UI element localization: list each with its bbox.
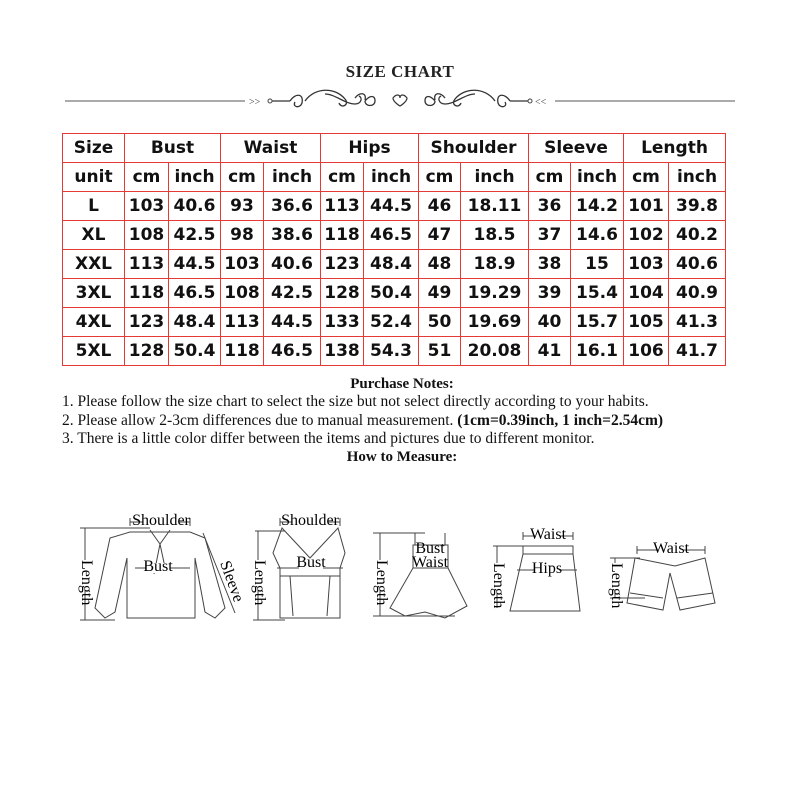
shoulder-label: Shoulder: [132, 512, 190, 529]
table-cell: 15.4: [571, 279, 624, 308]
table-cell: 19.69: [461, 308, 529, 337]
table-cell: 54.3: [364, 337, 419, 366]
table-cell: 36: [529, 192, 571, 221]
unit-cell: cm: [321, 163, 364, 192]
table-cell: 103: [125, 192, 169, 221]
table-cell: 18.11: [461, 192, 529, 221]
table-row: [63, 279, 726, 308]
note-item-2-text: 2. Please allow 2-3cm differences due to manual measurement.: [62, 411, 458, 429]
table-cell: 105: [624, 308, 669, 337]
table-cell: 40.2: [669, 221, 726, 250]
size-cell: XXL: [63, 250, 125, 279]
table-cell: 103: [624, 250, 669, 279]
table-cell: 38: [529, 250, 571, 279]
table-unit-row: [63, 163, 726, 192]
table-cell: 138: [321, 337, 364, 366]
shirt-labels: [78, 512, 247, 605]
unit-cell: inch: [264, 163, 321, 192]
unit-conversion: (1cm=0.39inch, 1 inch=2.54cm): [457, 411, 664, 429]
table-cell: 40.6: [169, 192, 221, 221]
unit-cell: inch: [364, 163, 419, 192]
sleeve-label: Sleeve: [216, 558, 247, 605]
note-item-3: 3. There is a little color differ between the items and pictures due to different monitor.: [62, 429, 595, 447]
table-cell: 108: [221, 279, 264, 308]
unit-cell: cm: [529, 163, 571, 192]
table-row: [63, 250, 726, 279]
unit-cell: unit: [63, 163, 125, 192]
table-cell: 14.2: [571, 192, 624, 221]
header-cell: Sleeve: [529, 134, 624, 163]
table-cell: 102: [624, 221, 669, 250]
unit-cell: inch: [169, 163, 221, 192]
table-cell: 123: [125, 308, 169, 337]
table-cell: 93: [221, 192, 264, 221]
ornamental-divider: [65, 88, 735, 114]
unit-cell: cm: [221, 163, 264, 192]
header-cell: Hips: [321, 134, 419, 163]
table-cell: 44.5: [169, 250, 221, 279]
table-row: [63, 337, 726, 366]
table-row: [63, 221, 726, 250]
table-cell: 48: [419, 250, 461, 279]
table-cell: 40: [529, 308, 571, 337]
size-cell: XL: [63, 221, 125, 250]
size-cell: 4XL: [63, 308, 125, 337]
hips-label: Hips: [531, 560, 563, 577]
length-label: Length: [78, 560, 95, 606]
table-cell: 42.5: [264, 279, 321, 308]
length-label: Length: [251, 560, 268, 606]
table-cell: 40.6: [669, 250, 726, 279]
unit-cell: cm: [419, 163, 461, 192]
table-cell: 42.5: [169, 221, 221, 250]
table-cell: 50.4: [364, 279, 419, 308]
table-header-row: [63, 134, 726, 163]
length-label: Length: [490, 563, 507, 609]
bust-label: Bust: [415, 540, 445, 557]
table-cell: 98: [221, 221, 264, 250]
purchase-notes: [62, 375, 742, 466]
table-cell: 14.6: [571, 221, 624, 250]
table-cell: 52.4: [364, 308, 419, 337]
size-cell: 5XL: [63, 337, 125, 366]
table-cell: 49: [419, 279, 461, 308]
table-cell: 46: [419, 192, 461, 221]
table-cell: 118: [221, 337, 264, 366]
table-cell: 15.7: [571, 308, 624, 337]
table-cell: 118: [321, 221, 364, 250]
table-cell: 41.7: [669, 337, 726, 366]
table-cell: 36.6: [264, 192, 321, 221]
header-cell: Waist: [221, 134, 321, 163]
table-cell: 50: [419, 308, 461, 337]
note-item-2: [62, 412, 742, 430]
unit-cell: inch: [669, 163, 726, 192]
table-cell: 48.4: [364, 250, 419, 279]
waist-label: Waist: [529, 526, 567, 543]
table-cell: 46.5: [169, 279, 221, 308]
table-cell: 18.5: [461, 221, 529, 250]
table-cell: 18.9: [461, 250, 529, 279]
table-cell: 19.29: [461, 279, 529, 308]
table-cell: 40.9: [669, 279, 726, 308]
table-cell: 106: [624, 337, 669, 366]
unit-cell: cm: [624, 163, 669, 192]
table-cell: 101: [624, 192, 669, 221]
table-cell: 39: [529, 279, 571, 308]
waist-label: Waist: [411, 554, 449, 571]
table-cell: 108: [125, 221, 169, 250]
svg-text:>>: >>: [249, 97, 261, 108]
header-cell: Shoulder: [419, 134, 529, 163]
table-cell: 123: [321, 250, 364, 279]
table-cell: 50.4: [169, 337, 221, 366]
header-cell: Length: [624, 134, 726, 163]
table-cell: 44.5: [264, 308, 321, 337]
table-cell: 128: [321, 279, 364, 308]
table-cell: 15: [571, 250, 624, 279]
table-cell: 47: [419, 221, 461, 250]
size-cell: 3XL: [63, 279, 125, 308]
header-cell: Size: [63, 134, 125, 163]
table-cell: 113: [125, 250, 169, 279]
unit-cell: inch: [461, 163, 529, 192]
unit-cell: cm: [125, 163, 169, 192]
table-cell: 40.6: [264, 250, 321, 279]
how-to-measure-heading: How to Measure:: [346, 449, 458, 466]
table-cell: 20.08: [461, 337, 529, 366]
svg-text:<<: <<: [535, 97, 547, 108]
bust-label: Bust: [143, 558, 173, 575]
table-cell: 41.3: [669, 308, 726, 337]
bust-label: Bust: [296, 554, 326, 571]
table-cell: 46.5: [364, 221, 419, 250]
table-cell: 113: [321, 192, 364, 221]
length-label: Length: [608, 563, 625, 609]
measurement-illustrations: [55, 508, 745, 638]
table-cell: 37: [529, 221, 571, 250]
header-cell: Bust: [125, 134, 221, 163]
top-labels: [251, 512, 340, 605]
table-cell: 16.1: [571, 337, 624, 366]
note-item-1: 1. Please follow the size chart to select the size but not select directly according to your habits.: [62, 393, 649, 411]
table-cell: 128: [125, 337, 169, 366]
table-cell: 51: [419, 337, 461, 366]
table-cell: 41: [529, 337, 571, 366]
table-cell: 38.6: [264, 221, 321, 250]
table-cell: 113: [221, 308, 264, 337]
table-cell: 103: [221, 250, 264, 279]
table-row: [63, 308, 726, 337]
table-cell: 133: [321, 308, 364, 337]
table-cell: 118: [125, 279, 169, 308]
table-cell: 104: [624, 279, 669, 308]
table-cell: 48.4: [169, 308, 221, 337]
table-row: [63, 192, 726, 221]
skirt-labels: [490, 526, 567, 608]
size-chart-table: [62, 133, 726, 366]
purchase-notes-heading: Purchase Notes:: [350, 376, 454, 392]
unit-cell: inch: [571, 163, 624, 192]
shoulder-label: Shoulder: [281, 512, 339, 529]
table-cell: 44.5: [364, 192, 419, 221]
waist-label: Waist: [652, 540, 690, 557]
table-cell: 39.8: [669, 192, 726, 221]
size-chart-title: SIZE CHART: [345, 62, 455, 81]
table-cell: 46.5: [264, 337, 321, 366]
size-cell: L: [63, 192, 125, 221]
length-label: Length: [373, 560, 390, 606]
